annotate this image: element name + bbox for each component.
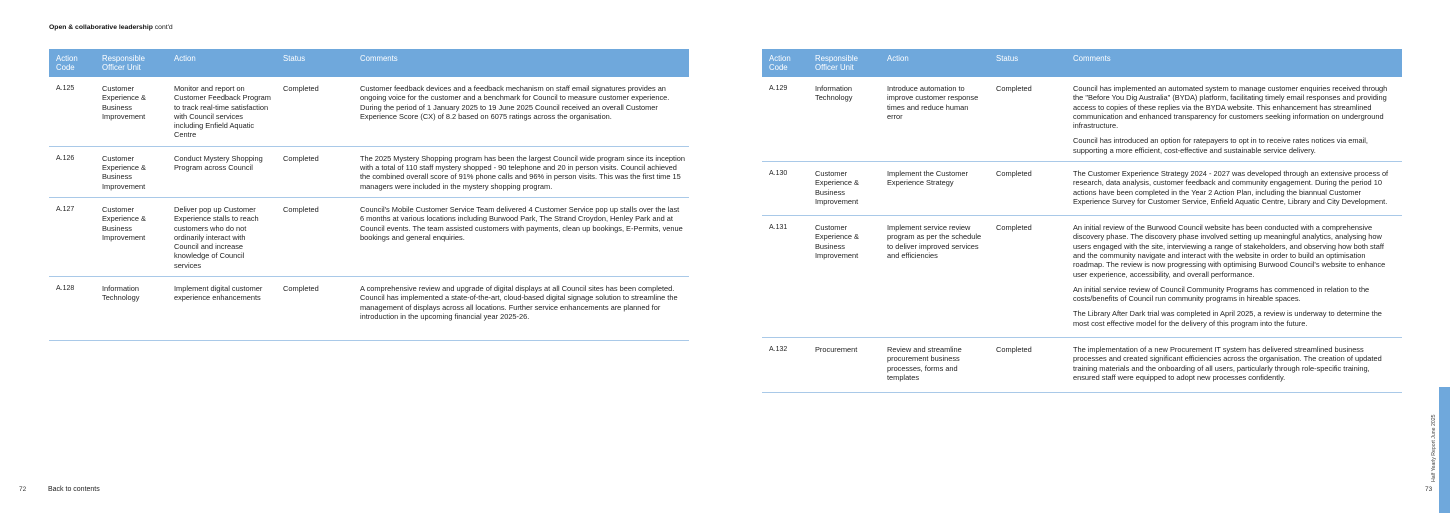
responsible-officer-cell: Customer Experience & Business Improvement: [95, 146, 167, 197]
comments-cell: [1066, 77, 1402, 162]
action-cell: Review and streamline procurement business processes, forms and templates: [880, 338, 989, 393]
table-header-row: [762, 49, 1402, 77]
responsible-officer-cell: Procurement: [808, 338, 880, 393]
header-responsible-officer-unit: Responsible Officer Unit: [808, 49, 880, 77]
action-code-cell: A.128: [49, 277, 95, 341]
comments-cell: [353, 197, 689, 276]
comment-paragraph: Customer feedback devices and a feedback mechanism on staff email signatures provides an ongoing voice for the customer and a benchmark for Council to measure customer experience. During the period of 1 January 2025 to 19 June 2025 Council received an overall Customer Experience Score (CX) of 8.2 based on 6075 ratings across the organisation.: [360, 84, 670, 121]
status-cell: Completed: [989, 162, 1066, 216]
header-action-code: Action Code: [49, 49, 95, 77]
actions-table-left: [49, 49, 689, 341]
status-cell: Completed: [989, 216, 1066, 338]
actions-table-right: [762, 49, 1402, 393]
comments-cell: [353, 77, 689, 146]
action-code-cell: A.125: [49, 77, 95, 146]
action-code-cell: A.126: [49, 146, 95, 197]
responsible-officer-cell: Customer Experience & Business Improvement: [95, 197, 167, 276]
header-status: Status: [276, 49, 353, 77]
status-cell: Completed: [276, 146, 353, 197]
table-row: [49, 146, 689, 197]
responsible-officer-cell: Customer Experience & Business Improvement: [808, 162, 880, 216]
side-tab-marker: [1439, 387, 1450, 513]
status-cell: Completed: [989, 338, 1066, 393]
comment-paragraph: Council has implemented an automated system to manage customer enquiries received through the "Before You Dig Australia" (BYDA) platform, facilitating timely email responses and providing access to copies of these replies via the BYDA website. This enhancement has streamlined communication and enhanced transparency for customers seeking information on underground infrastructure.: [1073, 84, 1388, 131]
comment-paragraph: Council's Mobile Customer Service Team delivered 4 Customer Service pop up stalls over the last 6 months at various locations including Burwood Park, The Strand Croydon, Henley Park and at Council events. The team assisted customers with payments, clean up bookings, E-Permits, venue bookings and general enquiries.: [360, 204, 683, 242]
comment-paragraph: The 2025 Mystery Shopping program has been the largest Council wide program since its inception with a total of 110 staff mystery shopped - 90 telephone and 20 in person visits. Council achieved the combined overall score of 91% phone calls and 96% in person visits. This was the first time 15 managers were included in the mystery shopping program.: [360, 153, 685, 191]
section-title: [49, 24, 173, 31]
section-title-bold: Open & collaborative leadership: [49, 24, 153, 31]
back-to-contents-link[interactable]: Back to contents: [48, 486, 100, 493]
comment-paragraph: The Customer Experience Strategy 2024 - 2027 was developed through an extensive process of research, data analysis, customer feedback and community engagement. During the period 10 actions have been completed in the Year 2 Action Plan, including the biannual Customer Experience Survey for Customer Service, Enfield Aquatic Centre, Library and City Development.: [1073, 169, 1389, 206]
header-comments: Comments: [1066, 49, 1402, 77]
comments-cell: [353, 146, 689, 197]
status-cell: Completed: [276, 77, 353, 146]
action-cell: Implement digital customer experience enhancements: [167, 277, 276, 341]
responsible-officer-cell: Information Technology: [95, 277, 167, 341]
action-code-cell: A.131: [762, 216, 808, 338]
comments-cell: [1066, 162, 1402, 216]
report-side-label: Half Yearly Report June 2025: [1431, 414, 1437, 482]
comment-paragraph: The implementation of a new Procurement IT system has delivered streamlined business processes and created significant efficiencies across the organisation. The creation of updated training materials and the onboarding of all users, particularly through role-specific training, ensured staff were equipped to adopt new processes confidently.: [1073, 345, 1382, 382]
table-header-row: [49, 49, 689, 77]
responsible-officer-cell: Information Technology: [808, 77, 880, 162]
comments-cell: [353, 277, 689, 341]
comment-paragraph: An initial service review of Council Community Programs has commenced in relation to the costs/benefits of Council run community programs in hireable spaces.: [1073, 284, 1370, 304]
table-row: [49, 277, 689, 341]
responsible-officer-cell: Customer Experience & Business Improvement: [95, 77, 167, 146]
action-code-cell: A.130: [762, 162, 808, 216]
action-code-cell: A.129: [762, 77, 808, 162]
table-row: [49, 77, 689, 146]
comment-paragraph: An initial review of the Burwood Council website has been conducted with a comprehensive discovery phase. The discovery phase involved setting up meaningful analytics, analysing how users engaged with the site, interviewing a range of stakeholders, and observing how both staff and the community navigate and interact with the website in order to build an optimisation roadmap. The review is now progressing with optimising Burwood Council's website to enhance user experience, accessibility, and overall performance.: [1073, 223, 1386, 279]
action-cell: Conduct Mystery Shopping Program across Council: [167, 146, 276, 197]
comments-cell: [1066, 338, 1402, 393]
status-cell: Completed: [276, 197, 353, 276]
action-cell: Implement the Customer Experience Strategy: [880, 162, 989, 216]
comment-paragraph: A comprehensive review and upgrade of digital displays at all Council sites has been completed. Council has implemented a state-of-the-art, cloud-based digital signage solution to streamline the management of displays across all locations. Further service enhancements are planned for introduction in the upcoming financial year 2025-26.: [360, 284, 678, 321]
comment-paragraph: The Library After Dark trial was completed in April 2025, a review is underway to determine the most cost effective model for the delivery of this program into the future.: [1073, 309, 1382, 328]
page-number-right: 73: [1425, 486, 1433, 493]
header-action: Action: [167, 49, 276, 77]
table-row: [49, 197, 689, 276]
status-cell: Completed: [276, 277, 353, 341]
comments-cell: [1066, 216, 1402, 338]
action-code-cell: A.132: [762, 338, 808, 393]
action-code-cell: A.127: [49, 197, 95, 276]
action-cell: Deliver pop up Customer Experience stalls to reach customers who do not ordinarily interact with Council and increase knowledge of Council services: [167, 197, 276, 276]
responsible-officer-cell: Customer Experience & Business Improvement: [808, 216, 880, 338]
header-action-code: Action Code: [762, 49, 808, 77]
comment-paragraph: Council has introduced an option for ratepayers to opt in to receive rates notices via email, supporting a more efficient, cost-effective and sustainable service delivery.: [1073, 136, 1368, 155]
section-title-suffix: cont'd: [152, 24, 173, 31]
action-cell: Implement service review program as per the schedule to deliver improved services and efficiencies: [880, 216, 989, 338]
action-cell: Monitor and report on Customer Feedback Program to track real-time satisfaction with Council services including Enfield Aquatic Centre: [167, 77, 276, 146]
header-action: Action: [880, 49, 989, 77]
page-number-left: 72: [19, 486, 27, 493]
table-row: [762, 162, 1402, 216]
table-row: [762, 338, 1402, 393]
header-comments: Comments: [353, 49, 689, 77]
header-responsible-officer-unit: Responsible Officer Unit: [95, 49, 167, 77]
action-cell: Introduce automation to improve customer response times and reduce human error: [880, 77, 989, 162]
table-row: [762, 77, 1402, 162]
table-row: [762, 216, 1402, 338]
status-cell: Completed: [989, 77, 1066, 162]
header-status: Status: [989, 49, 1066, 77]
